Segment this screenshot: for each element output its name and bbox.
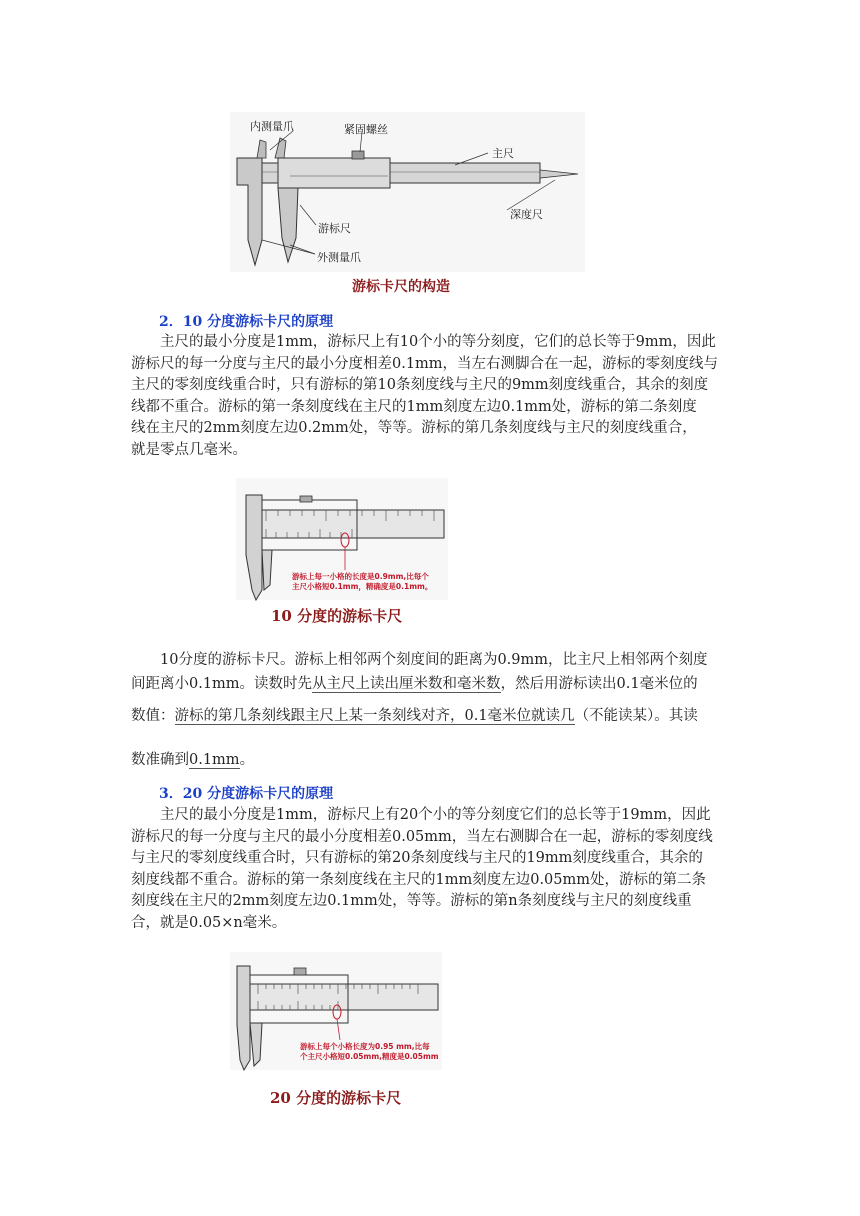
section3-line: 游标尺的每一分度与主尺的最小分度相差0.05mm，当左右测脚合在一起，游标的零刻度线 — [131, 828, 713, 845]
section2b-line3-underlined: 游标的第几条刻线跟主尺上某一条刻线对齐，0.1毫米位就读几 — [174, 708, 575, 724]
section2b-line2-a: 间距离小0.1mm。读数时先 — [131, 676, 313, 692]
section3-line: 与主尺的零刻度线重合时，只有游标的第20条刻度线与主尺的19mm刻度线重合，其余的 — [131, 850, 703, 866]
label-depth-rod: 深度尺 — [510, 208, 543, 221]
label-main-scale: 主尺 — [492, 147, 514, 160]
section3-heading: 3．20 分度游标卡尺的原理 — [159, 786, 334, 802]
section2-line: 就是零点几毫米。 — [131, 441, 247, 458]
section2b-line4-a: 数准确到 — [131, 752, 189, 768]
section3-line: 刻度线在主尺的2mm刻度左边0.1mm处，等等。游标的第n条刻度线与主尺的刻度线重 — [131, 893, 692, 909]
figure3-note — [300, 1042, 439, 1062]
section2-line: 主尺的零刻度线重合时，只有游标的第10条刻度线与主尺的9mm刻度线重合，其余的刻度 — [131, 377, 709, 393]
figure3-note-line2: 个主尺小格短0.05mm,精度是0.05mm — [300, 1052, 439, 1061]
figure1-caption: 游标卡尺的构造 — [352, 279, 450, 295]
section2-line: 线都不重合。游标的第一条刻度线在主尺的1mm刻度左边0.1mm处，游标的第二条刻度 — [131, 398, 697, 415]
figure3-note-line1: 游标上每个小格长度为0.95 mm,比每 — [300, 1042, 430, 1051]
section2-line: 游标尺的每一分度与主尺的最小分度相差0.1mm，当左右测脚合在一起，游标的零刻度线与 — [131, 355, 719, 372]
section2b-line4-underlined: 0.1mm — [189, 752, 240, 768]
label-inner-jaw: 内测量爪 — [250, 120, 294, 133]
figure2-note-line1: 游标上每一小格的长度是0.9mm,比每个 — [292, 572, 429, 581]
section2b-line3-a: 数值： — [131, 708, 175, 724]
section2b-line1: 10分度的游标卡尺。游标上相邻两个刻度间的距离为0.9mm，比主尺上相邻两个刻度 — [160, 652, 708, 668]
section3-line: 刻度线都不重合。游标的第一条刻度线在主尺的1mm刻度左边0.05mm处，游标的第二条 — [131, 871, 707, 888]
section3-line: 主尺的最小分度是1mm，游标尺上有20个小的等分刻度它们的总长等于19mm，因此 — [160, 807, 711, 823]
section2b-line4-c: 。 — [239, 752, 255, 768]
section2-line: 线在主尺的2mm刻度左边0.2mm处，等等。游标的第几条刻度线与主尺的刻度线重合， — [131, 420, 697, 436]
label-lock-screw: 紧固螺丝 — [344, 123, 388, 136]
section2b-line3-c: （不能读某）。其读 — [574, 708, 698, 724]
section3-line: 合，就是0.05×n毫米。 — [131, 914, 287, 931]
figure2-note-line2: 主尺小格短0.1mm，精确度是0.1mm。 — [292, 582, 433, 591]
label-outer-jaw: 外测量爪 — [317, 251, 361, 264]
figure2-caption: 10 分度的游标卡尺 — [271, 607, 403, 625]
section2b-line2-c: ，然后用游标读出0.1毫米位的 — [500, 676, 698, 692]
section2-line: 主尺的最小分度是1mm，游标尺上有10个小的等分刻度，它们的总长等于9mm，因此 — [160, 334, 716, 350]
label-vernier: 游标尺 — [318, 222, 351, 235]
figure3-caption: 20 分度的游标卡尺 — [270, 1089, 402, 1107]
section2b-line2-underlined: 从主尺上读出厘米数和毫米数 — [312, 676, 501, 692]
section2-heading: 2．10 分度游标卡尺的原理 — [159, 314, 334, 330]
